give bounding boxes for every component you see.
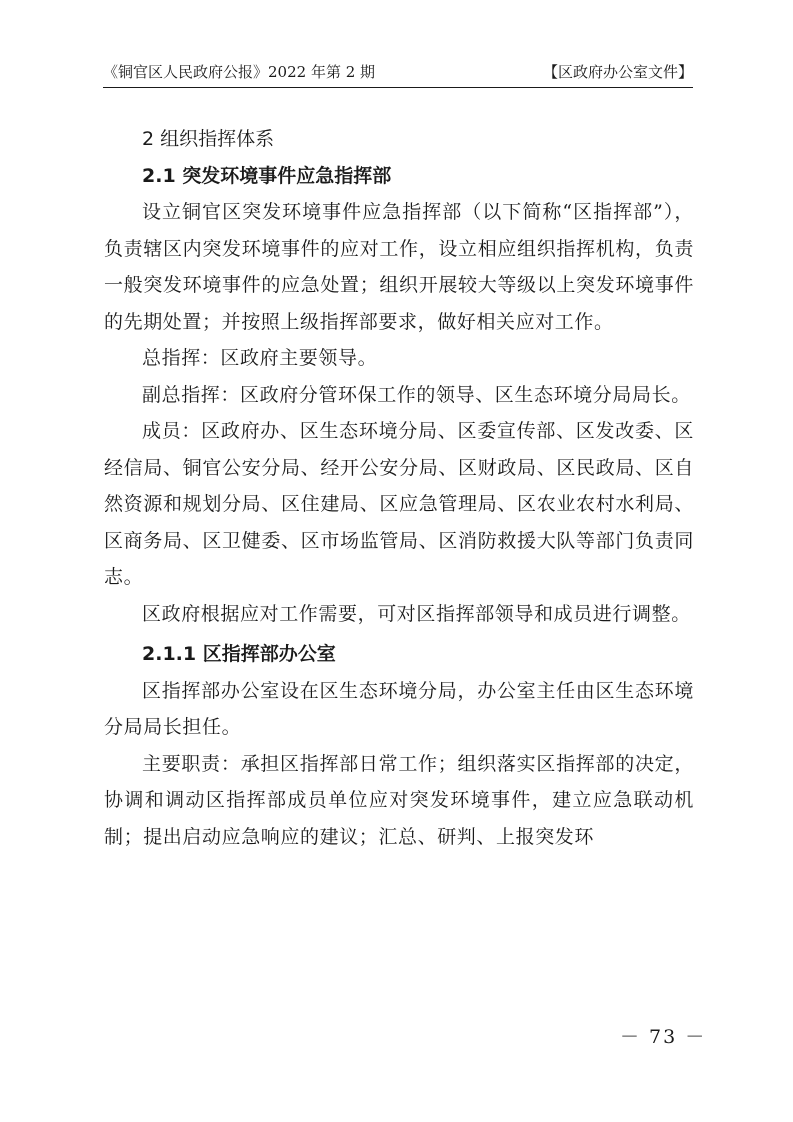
subsubsection-heading: 2.1.1 区指挥部办公室 [142,643,336,665]
header-divider [103,87,693,88]
gazette-issue-title: 《铜官区人民政府公报》2022 年第 2 期 [103,63,376,81]
paragraph-command-setup: 设立铜官区突发环境事件应急指挥部（以下简称“区指挥部”），负责辖区内突发环境事件的应对工作，设立相应组织指挥机构，负责一般突发环境事件的应急处置；组织开展较大等级以上突发环境事件的先期处置；并按照上级指挥部要求，做好相关应对工作。 [104,201,694,333]
paragraph-office-location: 区指挥部办公室设在区生态环境分局，办公室主任由区生态环境分局局长担任。 [104,679,694,738]
paragraph-main-duties: 主要职责：承担区指挥部日常工作；组织落实区指挥部的决定，协调和调动区指挥部成员单位应对突发环境事件，建立应急联动机制；提出启动应急响应的建议；汇总、研判、上报突发环 [104,752,694,848]
paragraph-deputy-commander: 副总指挥：区政府分管环保工作的领导、区生态环境分局局长。 [142,383,691,406]
paragraph-adjustment: 区政府根据应对工作需要，可对区指挥部领导和成员进行调整。 [142,602,691,625]
document-category-label: 【区政府办公室文件】 [542,63,693,81]
document-body [104,121,694,855]
subsection-heading: 2.1 突发环境事件应急指挥部 [142,164,392,187]
paragraph-commander: 总指挥：区政府主要领导。 [142,347,378,369]
paragraph-members: 成员：区政府办、区生态环境分局、区委宣传部、区发改委、区经信局、铜官公安分局、经开公安分局、区财政局、区民政局、区自然资源和规划分局、区住建局、区应急管理局、区农业农村水利局、区商务局、区卫健委、区市场监管局、区消防救援大队等部门负责同志。 [104,420,694,588]
page-header [103,60,693,84]
page-number: － 73 － [620,1026,707,1048]
section-heading: 2 组织指挥体系 [142,128,275,150]
